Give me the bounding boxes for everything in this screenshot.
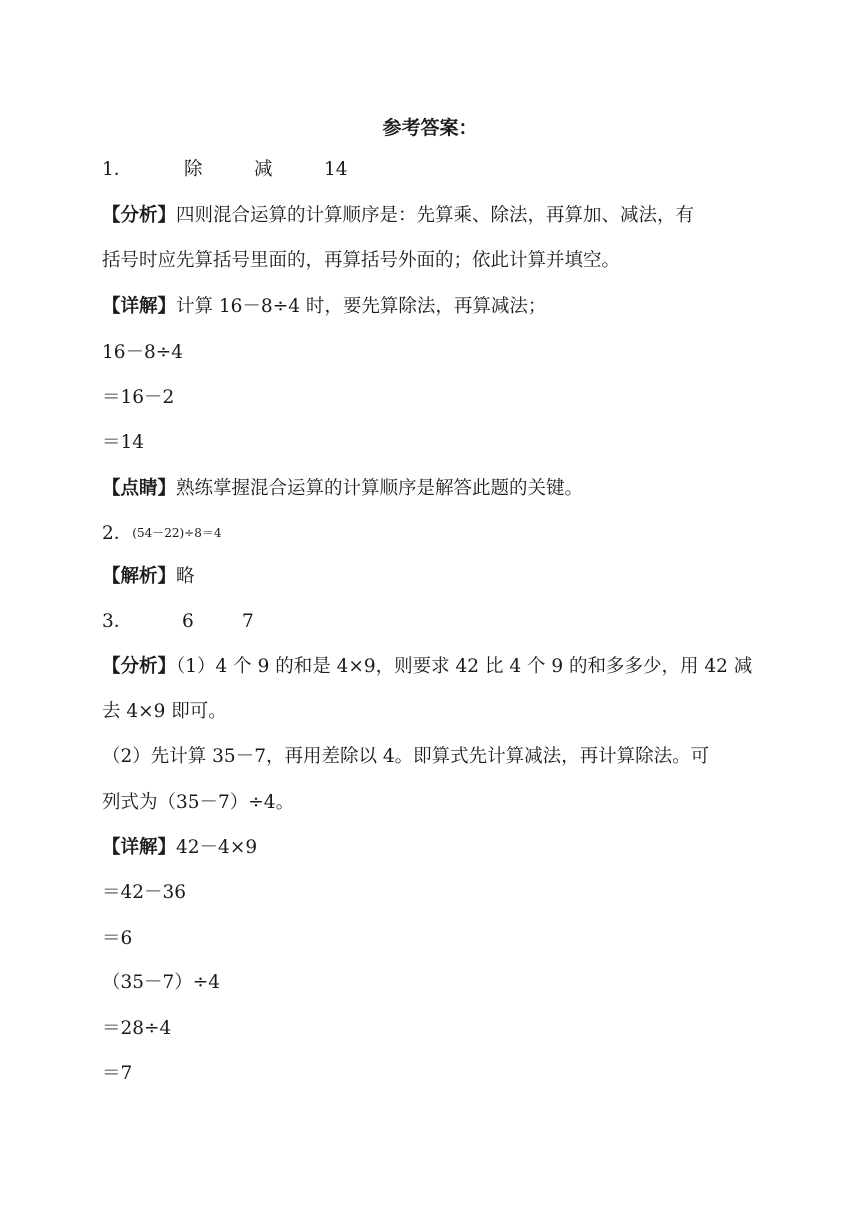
q1-detail-label: 【详解】: [102, 296, 177, 317]
q3-step-4: ＝28÷4: [102, 1018, 172, 1039]
q1-comment-text: 熟练掌握混合运算的计算顺序是解答此题的关键。: [176, 478, 584, 499]
q3-step-3: （35－7）÷4: [102, 972, 221, 993]
q1-number: 1．: [102, 159, 133, 180]
q1-step-2: ＝16－2: [102, 387, 175, 408]
q3-step-1: ＝42－36: [102, 882, 187, 903]
q3-detail-text: 42－4×9: [176, 837, 258, 858]
q1-answer-line: [102, 158, 402, 182]
q3-number: 3．: [102, 611, 133, 632]
q3-analysis-line-2: 去 4×9 即可。: [102, 701, 227, 722]
q2-formula: (54－22)÷8＝4: [132, 526, 222, 540]
q1-analysis-line-1: 四则混合运算的计算顺序是：先算乘、除法，再算加、减法，有: [176, 205, 695, 226]
q1-comment: [102, 477, 583, 501]
q3-step-2: ＝6: [102, 928, 133, 949]
q3-answer-line: [102, 610, 302, 634]
q3-analysis-line-4: 列式为（35－7）÷4。: [102, 792, 295, 813]
page-title: 参考答案：: [382, 117, 478, 139]
q2-number: 2．: [102, 523, 133, 544]
q1-blank-2: 减: [254, 159, 273, 180]
q3-detail-label: 【详解】: [102, 837, 177, 858]
q2-analysis: [102, 565, 195, 589]
q3-analysis: [102, 655, 752, 679]
q1-step-1: 16－8÷4: [102, 342, 184, 363]
q3-blank-1: 6: [182, 611, 194, 632]
q1-step-3: ＝14: [102, 432, 145, 453]
q3-step-5: ＝7: [102, 1063, 133, 1084]
q2-analysis-label: 【解析】: [102, 566, 177, 587]
q3-detail: [102, 836, 257, 860]
q1-analysis-line-2: 括号时应先算括号里面的，再算括号外面的；依此计算并填空。: [102, 250, 621, 271]
q1-blank-3: 14: [324, 159, 348, 180]
q1-detail: [102, 295, 546, 319]
q3-analysis-line-3: （2）先计算 35－7，再用差除以 4。即算式先计算减法，再计算除法。可: [102, 746, 710, 767]
q3-blank-2: 7: [242, 611, 254, 632]
q1-analysis: [102, 204, 694, 228]
q2-analysis-text: 略: [176, 566, 195, 587]
q1-analysis-label: 【分析】: [102, 205, 177, 226]
q2-answer-line: [102, 521, 222, 546]
q1-comment-label: 【点睛】: [102, 478, 177, 499]
q1-blank-1: 除: [184, 159, 203, 180]
q3-analysis-line-1: （1）4 个 9 的和是 4×9，则要求 42 比 4 个 9 的和多多少，用 42 减: [176, 656, 753, 677]
q3-analysis-label: 【分析】: [102, 656, 177, 677]
q1-detail-text: 计算 16－8÷4 时，要先算除法，再算减法；: [176, 296, 547, 317]
